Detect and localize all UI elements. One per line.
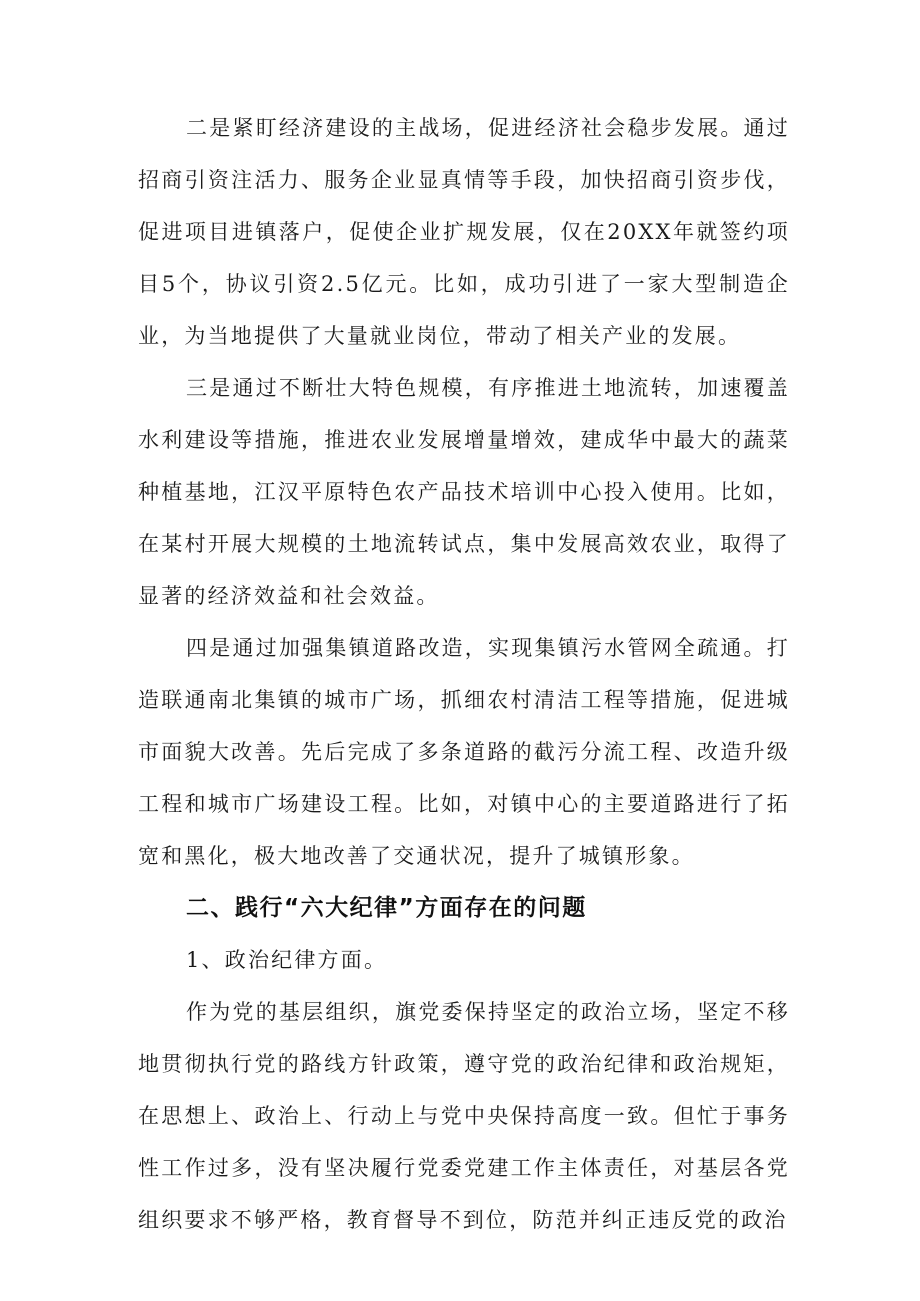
document-body — [138, 102, 790, 1246]
paragraph-agriculture: 三是通过不断壮大特色规模，有序推进土地流转，加速覆盖水利建设等措施，推进农业发展增量增效，建成华中最大的蔬菜种植基地，江汉平原特色农产品技术培训中心投入使用。比如，在某村开展大规模的土地流转试点，集中发展高效农业，取得了显著的经济效益和社会效益。 — [138, 376, 790, 608]
paragraph-town-infrastructure: 四是通过加强集镇道路改造，实现集镇污水管网全疏通。打造联通南北集镇的城市广场，抓细农村清洁工程等措施，促进城市面貌大改善。先后完成了多条道路的截污分流工程、改造升级工程和城市广场建设工程。比如，对镇中心的主要道路进行了拓宽和黑化，极大地改善了交通状况，提升了城镇形象。 — [138, 636, 790, 868]
section-heading: 二、践行“六大纪律”方面存在的问题 — [186, 895, 587, 921]
paragraph-economic-development: 二是紧盯经济建设的主战场，促进经济社会稳步发展。通过招商引资注活力、服务企业显真情等手段，加快招商引资步伐，促进项目进镇落户，促使企业扩规发展，仅在20XX年就签约项目5个，协议引资2.5亿元。比如，成功引进了一家大型制造企业，为当地提供了大量就业岗位，带动了相关产业的发展。 — [138, 116, 790, 348]
subsection-heading: 1、政治纪律方面。 — [186, 948, 388, 972]
paragraph-political-discipline: 作为党的基层组织，旗党委保持坚定的政治立场，坚定不移地贯彻执行党的路线方针政策，遵守党的政治纪律和政治规矩，在思想上、政治上、行动上与党中央保持高度一致。但忙于事务性工作过多，没有坚决履行党委党建工作主体责任，对基层各党组织要求不够严格，教育督导不到位，防范并纠正违反党的政治 — [138, 1000, 790, 1232]
